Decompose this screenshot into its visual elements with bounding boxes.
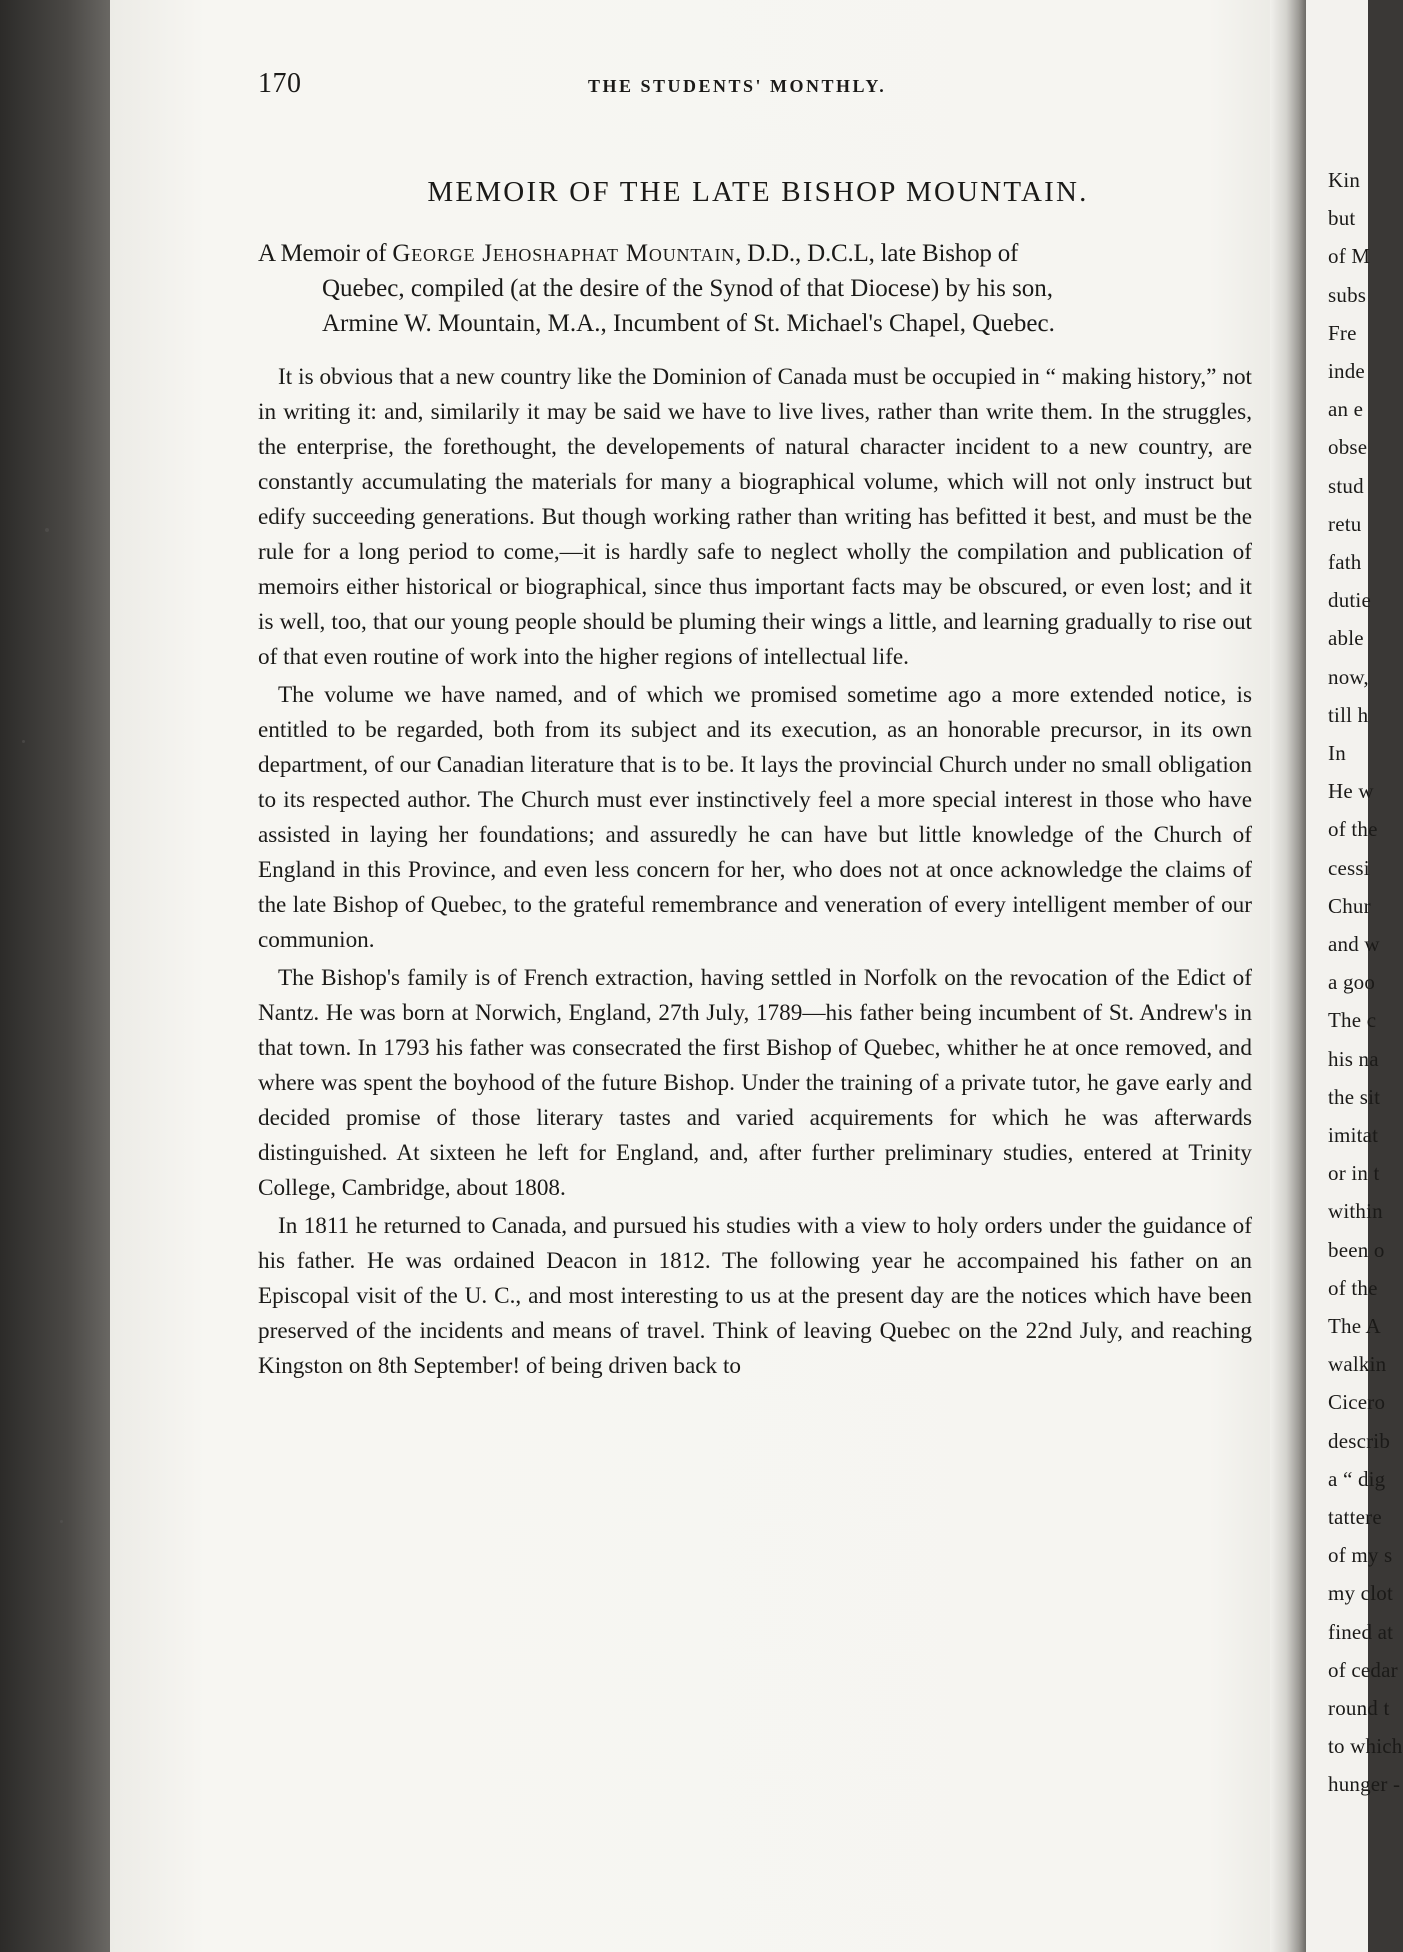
facing-page-edge <box>1306 0 1403 1952</box>
facing-page-fragment: a goo <box>1328 970 1376 995</box>
facing-page-fragment: hunger - <box>1328 1772 1401 1797</box>
facing-page-fragment: round t <box>1328 1696 1390 1720</box>
facing-page-fragment: but <box>1328 206 1356 231</box>
facing-page-fragment: Cicero <box>1328 1390 1386 1415</box>
book-citation <box>258 236 1252 341</box>
facing-page-fragment: Fre <box>1328 320 1357 345</box>
facing-page-fragment: now, <box>1328 664 1369 689</box>
paragraph-1: It is obvious that a new country like the Dominion of Canada must be occupied in “ making history,” not in writing it: and, similarily it may be said we have to live lives, rather than write them. In the struggles, the enterprise, the forethought, the developements of natural character incident to a new country, are constantly accumulating the materials for many a biographical volume, which will not only instruct but edify succeeding generations. But though working rather than writing has befitted it best, and must be the rule for a long period to come,—it is hardly safe to neglect wholly the compilation and publication of memoirs either historical or biographical, since thus important facts may be obscured, or even lost; and it is well, too, that our young people should be pluming their wings a little, and learning gradually to rise out of that even routine of work into the higher regions of intellectual life. <box>258 364 1252 670</box>
facing-page-fragment: fath <box>1328 550 1362 574</box>
facing-page-fragment: able <box>1328 626 1364 651</box>
dust-speck <box>60 1520 63 1523</box>
facing-page-fragment: the sit <box>1328 1084 1381 1109</box>
journal-title: THE STUDENTS' MONTHLY. <box>588 76 887 96</box>
facing-page-fragment: of my s <box>1328 1543 1393 1568</box>
facing-page-fragment: tattere <box>1328 1505 1382 1529</box>
book-left-edge <box>0 0 112 1952</box>
facing-page-fragment: of M <box>1328 244 1371 269</box>
facing-page-fragment: fined at <box>1328 1619 1394 1644</box>
article-title: MEMOIR OF THE LATE BISHOP MOUNTAIN. <box>427 176 1089 208</box>
running-head <box>258 68 1258 108</box>
paragraph-2: The volume we have named, and of which we promised sometime ago a more extended notice, is entitled to be regarded, both from its subject and its execution, as an honorable precursor, in its own department, of our Canadian literature that is to be. It lays the provincial Church under no small obligation to its respected author. The Church must ever instinctively feel a more special interest in those who have assisted in laying her foundations; and assuredly he can have but little knowledge of the Church of England in this Province, and even less concern for her, who does not at once acknowledge the claims of the late Bishop of Quebec, to the grateful remembrance and veneration of every intelligent member of our communion. <box>258 682 1252 953</box>
facing-page-fragment: to which <box>1328 1734 1403 1759</box>
facing-page-fragment: stud <box>1328 473 1364 498</box>
page-number: 170 <box>258 68 302 99</box>
facing-page-fragment: a “ dig <box>1328 1466 1386 1491</box>
facing-page-fragment: walkin <box>1328 1352 1387 1377</box>
facing-page-fragment: cessi <box>1328 855 1370 880</box>
citation-prefix: A Memoir of <box>258 240 393 267</box>
facing-page-fragment: been o <box>1328 1237 1385 1262</box>
citation-line-1 <box>258 236 1252 271</box>
facing-page-fragment: obse <box>1328 435 1368 460</box>
facing-page-fragment: In <box>1328 741 1346 765</box>
facing-page-fragment: dutie <box>1328 588 1371 613</box>
facing-page-fragment: retu <box>1328 511 1362 536</box>
facing-page-fragment: inde <box>1328 359 1365 383</box>
facing-page-fragment: within <box>1328 1199 1383 1224</box>
facing-page-fragment: of cedar <box>1328 1657 1398 1682</box>
facing-page-fragment: and w <box>1328 932 1380 956</box>
facing-page-fragment: imitat <box>1328 1123 1379 1147</box>
facing-page-fragment: of the <box>1328 817 1378 842</box>
facing-page-fragment: Chur <box>1328 893 1371 918</box>
facing-page-fragment: an e <box>1328 397 1364 422</box>
citation-line-1-rest: , D.D., D.C.L, late Bishop of <box>735 240 1019 267</box>
facing-page-fragment: He w <box>1328 779 1374 804</box>
facing-page-fragment: subs <box>1328 282 1367 307</box>
facing-page-fragment: The c <box>1328 1008 1377 1033</box>
citation-line-2: Quebec, compiled (at the desire of the Synod of that Diocese) by his son, <box>322 275 1054 302</box>
facing-page-fragment: describ <box>1328 1428 1391 1453</box>
facing-page-fragment: Kin <box>1328 168 1361 192</box>
book-gutter <box>1270 0 1306 1952</box>
facing-page-fragment: of the <box>1328 1275 1378 1300</box>
facing-page-fragment: or in t <box>1328 1161 1380 1186</box>
facing-page-fragment: my clot <box>1328 1581 1393 1606</box>
dust-speck <box>45 528 49 532</box>
paragraph-4: In 1811 he returned to Canada, and pursued his studies with a view to holy orders under the guidance of his father. He was ordained Deacon in 1812. The following year he accompained his father on an Episcopal visit of the U. C., and most interesting to us at the present day are the notices which have been preserved of the incidents and means of travel. Think of leaving Quebec on the 22nd July, and reaching Kingston on 8th September! of being driven back to <box>258 1213 1252 1379</box>
dust-speck <box>22 740 25 743</box>
facing-page-fragment: The A <box>1328 1314 1381 1338</box>
citation-line-3: Armine W. Mountain, M.A., Incumbent of St. Michael's Chapel, Quebec. <box>322 310 1055 337</box>
article-body <box>258 360 1252 1387</box>
facing-page-fragment: his na <box>1328 1046 1379 1071</box>
facing-page-fragment: till h <box>1328 702 1369 727</box>
paragraph-3: The Bishop's family is of French extraction, having settled in Norfolk on the revocation of the Edict of Nantz. He was born at Norwich, England, 27th July, 1789—his father being incumbent of St. Andrew's in that town. In 1793 his father was consecrated the first Bishop of Quebec, whither he at once removed, and where was spent the boyhood of the future Bishop. Under the training of a private tutor, he gave early and decided promise of those literary tastes and varied acquirements for which he was afterwards distinguished. At sixteen he left for England, and, after further preliminary studies, entered at Trinity College, Cambridge, about 1808. <box>258 965 1252 1201</box>
citation-author-name: George Jehoshaphat Mountain <box>392 240 736 267</box>
